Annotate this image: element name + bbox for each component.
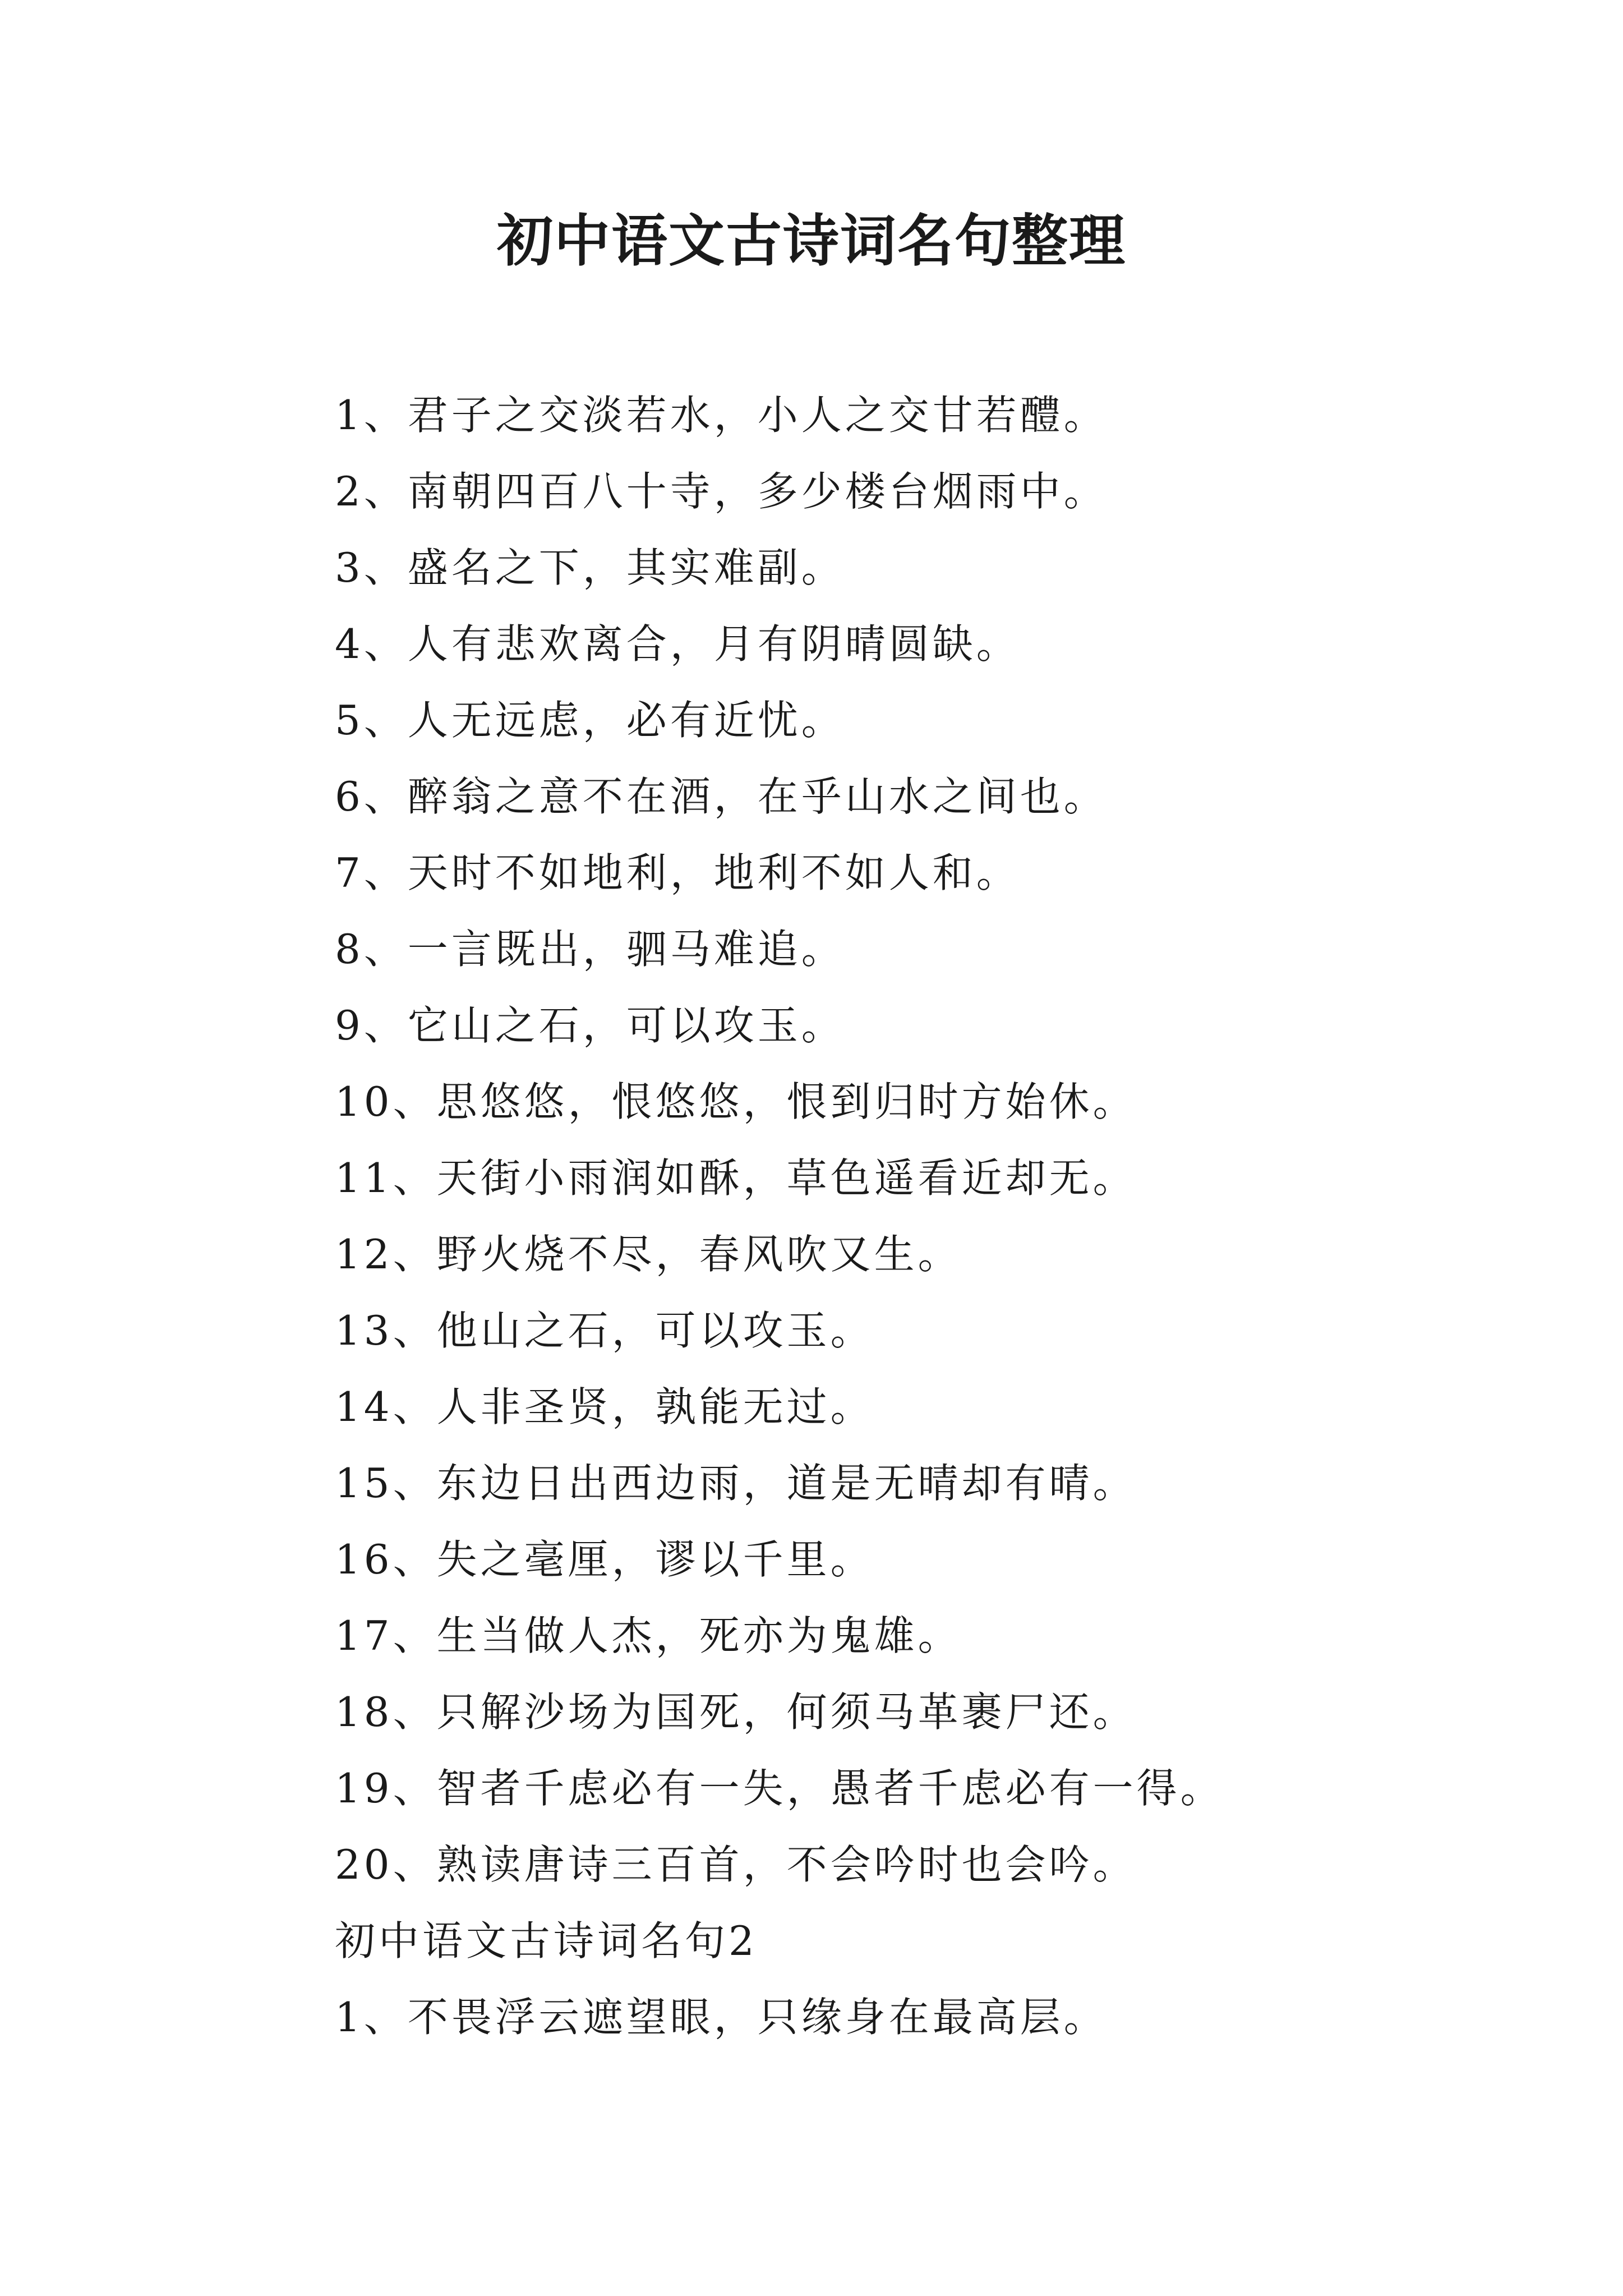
quote-line: 7、天时不如地利，地利不如人和。 <box>335 849 1020 896</box>
quote-line: 3、盛名之下，其实难副。 <box>335 544 845 591</box>
quote-line: 19、智者千虑必有一失，愚者千虑必有一得。 <box>335 1765 1224 1812</box>
quote-line: 20、熟读唐诗三百首，不会吟时也会吟。 <box>335 1841 1137 1888</box>
quote-line: 17、生当做人杰，死亦为鬼雄。 <box>335 1612 962 1659</box>
quote-line: 18、只解沙场为国死，何须马革裹尸还。 <box>335 1688 1137 1736</box>
quote-line: 15、东边日出西边雨，道是无晴却有晴。 <box>335 1460 1137 1507</box>
quote-line: 13、他山之石，可以攻玉。 <box>335 1307 874 1354</box>
section-heading: 初中语文古诗词名句2 <box>335 1917 758 1964</box>
quote-line: 14、人非圣贤，孰能无过。 <box>335 1383 874 1430</box>
quote-line: 2、南朝四百八十寺，多少楼台烟雨中。 <box>335 468 1108 515</box>
quote-line: 10、思悠悠，恨悠悠，恨到归时方始休。 <box>335 1078 1137 1125</box>
quote-line: 12、野火烧不尽，春风吹又生。 <box>335 1231 962 1278</box>
quote-line: 5、人无远虑，必有近忧。 <box>335 697 845 744</box>
quote-line: 1、不畏浮云遮望眼，只缘身在最高层。 <box>335 1994 1108 2041</box>
quote-line: 11、天街小雨润如酥，草色遥看近却无。 <box>335 1154 1137 1202</box>
quote-line: 8、一言既出，驷马难追。 <box>335 926 845 973</box>
quote-line: 16、失之毫厘，谬以千里。 <box>335 1536 874 1583</box>
quote-line: 1、君子之交淡若水，小人之交甘若醴。 <box>335 392 1108 439</box>
quote-line: 4、人有悲欢离合，月有阴晴圆缺。 <box>335 620 1020 668</box>
document-title: 初中语文古诗词名句整理 <box>497 208 1126 274</box>
quote-line: 9、它山之石，可以攻玉。 <box>335 1002 845 1049</box>
quote-line: 6、醉翁之意不在酒，在乎山水之间也。 <box>335 773 1108 820</box>
quote-list <box>335 377 1569 2055</box>
